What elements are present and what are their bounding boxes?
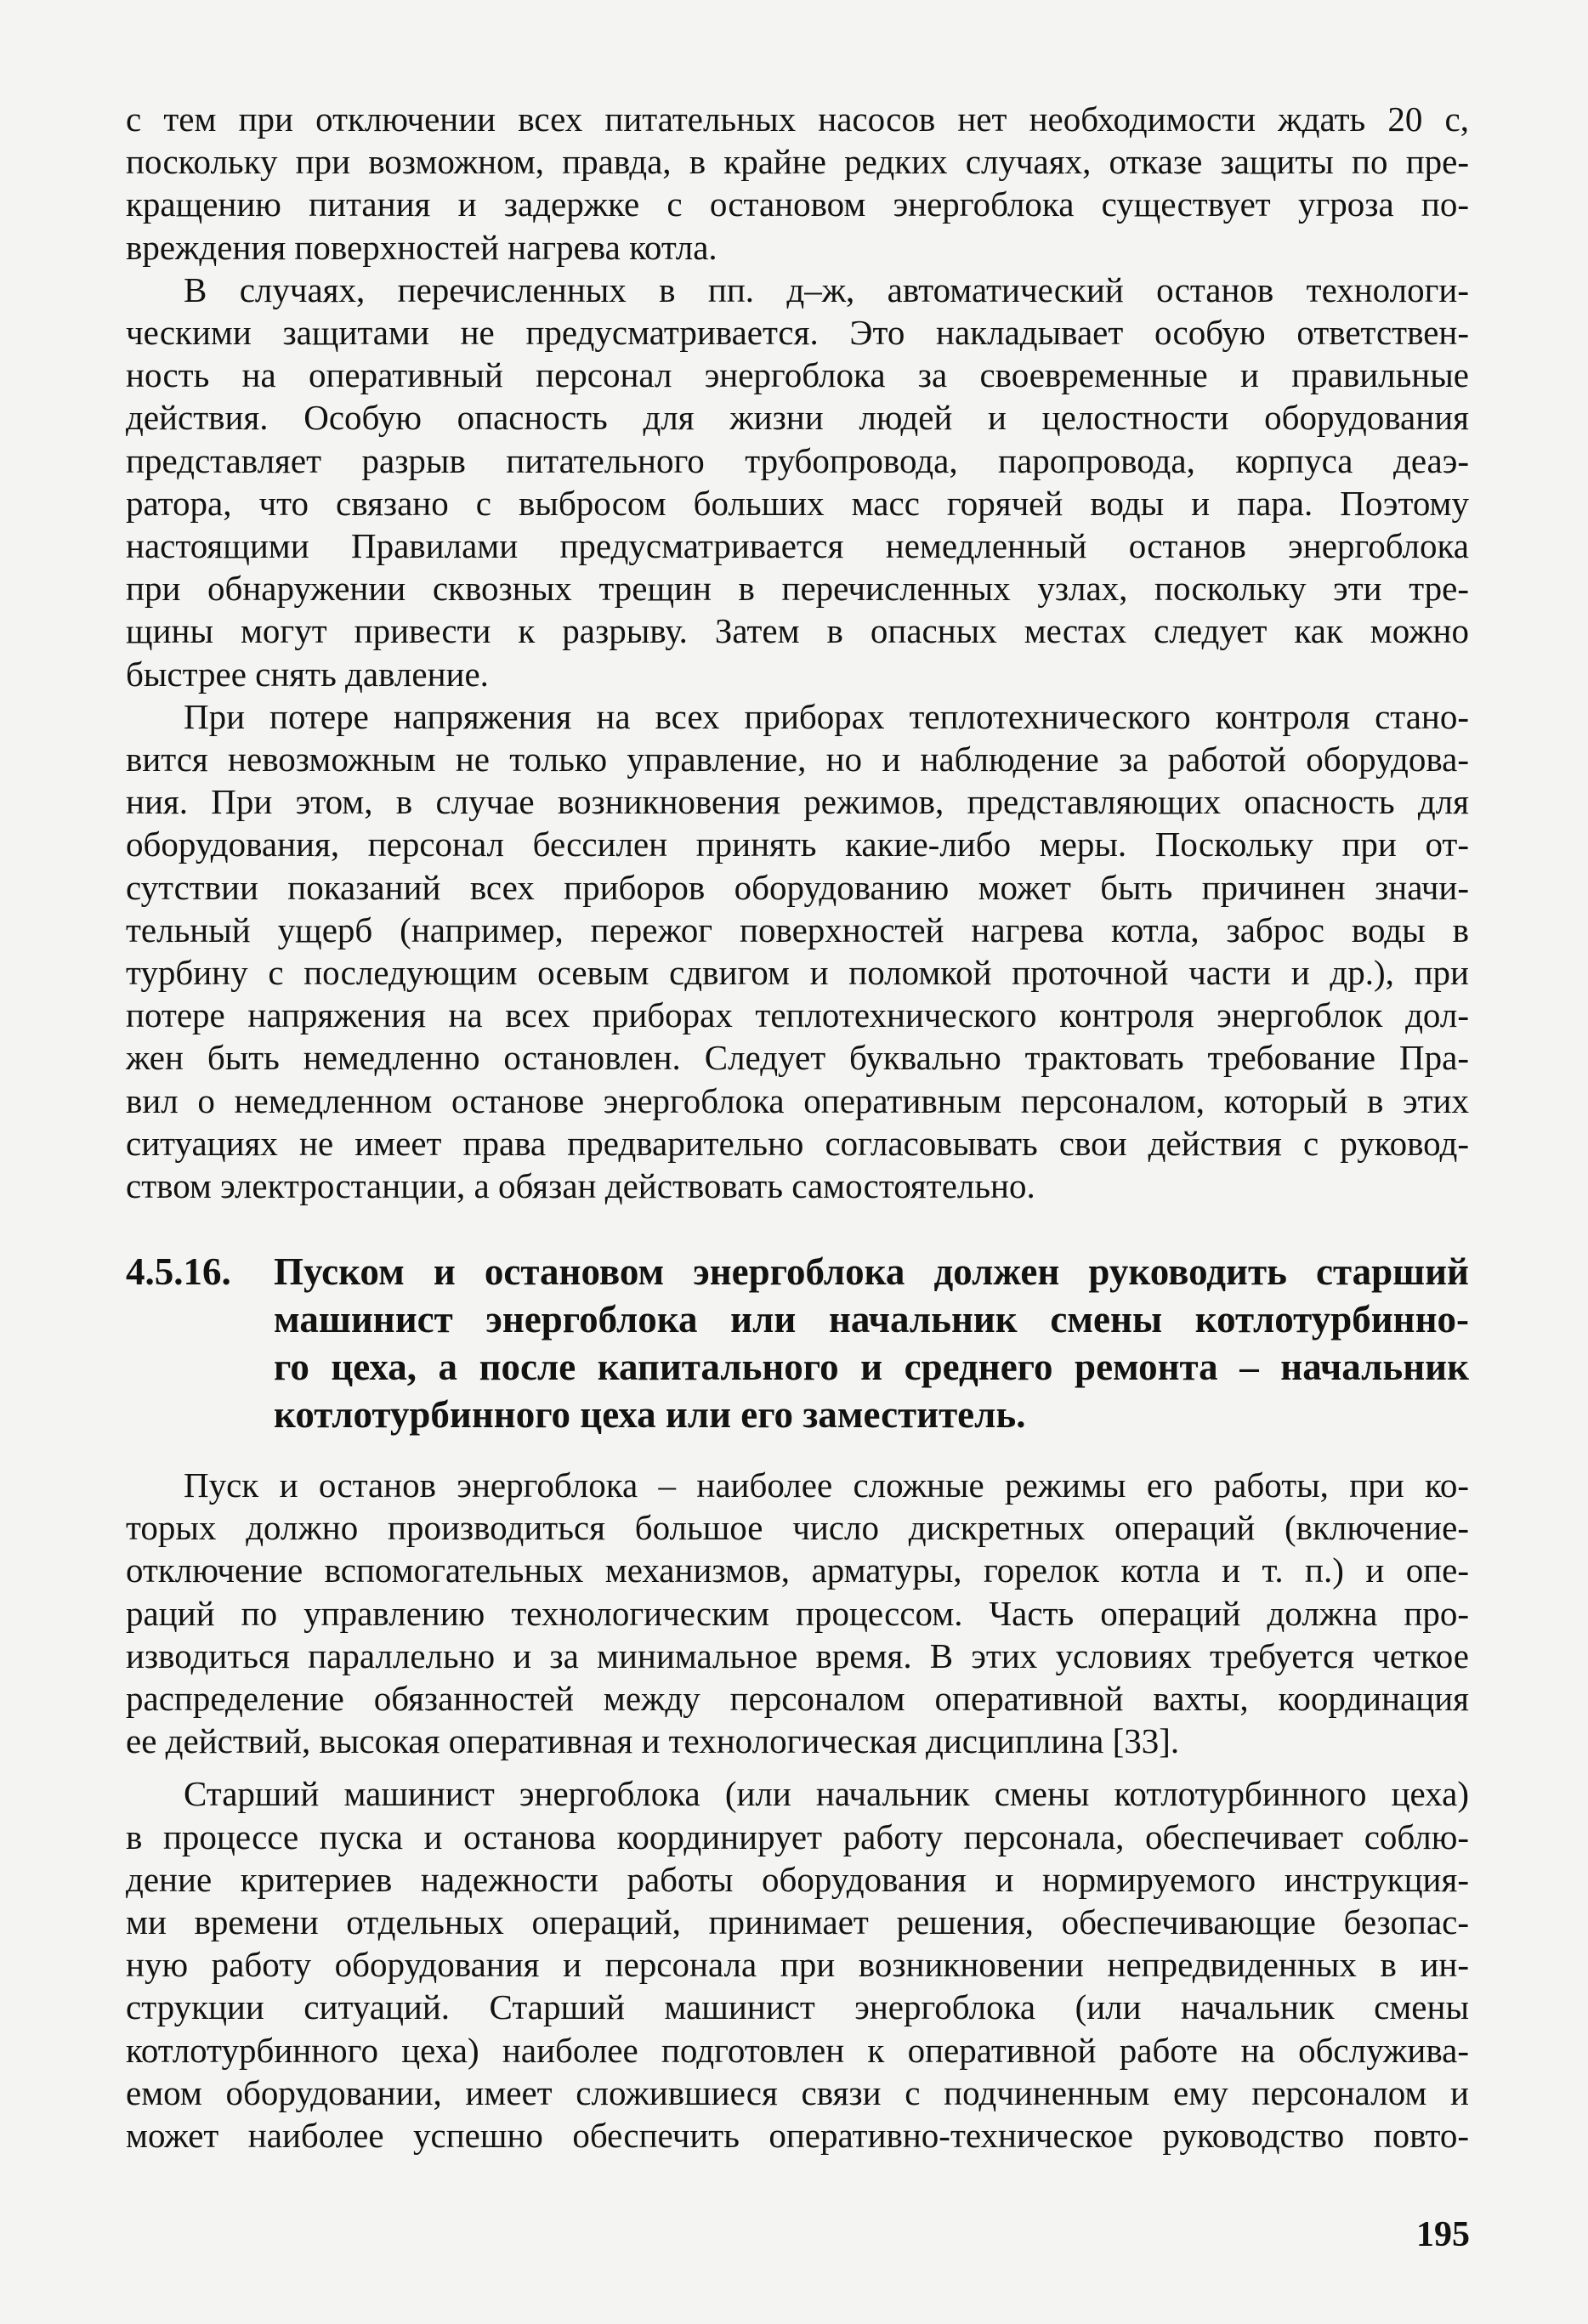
text-line: представляет разрыв питательного трубопровода, паропровода, корпуса деаэ- [126,440,1469,480]
text-line: отключение вспомогательных механизмов, арматуры, горелок котла и т. п.) и опе- [126,1550,1469,1590]
text-line: ми времени отдельных операций, принимает решения, обеспечивающие безопас- [126,1902,1469,1942]
text-line: ее действий, высокая оперативная и технологическая дисциплина [33]. [126,1721,1180,1761]
text-line: турбину с последующим осевым сдвигом и поломкой проточной части и др.), при [126,953,1469,993]
heading-line: котлотурбинного цеха или его заместитель. [274,1393,1026,1436]
text-line: оборудования, персонал бессилен принять какие-либо меры. Поскольку при от- [126,825,1469,864]
text-line: сутствии показаний всех приборов оборудованию может быть причинен значи- [126,867,1469,907]
text-line: ратора, что связано с выбросом больших масс горячей воды и пара. Поэтому [126,483,1469,523]
text-line: щины могут привести к разрыву. Затем в опасных местах следует как можно [126,611,1469,651]
text-line: изводиться параллельно и за минимальное время. В этих условиях требуется четкое [126,1635,1469,1675]
text-line: струкции ситуаций. Старший машинист энергоблока (или начальник смены [126,1987,1469,2027]
heading-line: машинист энергоблока или начальник смены котлотурбинно- [274,1298,1469,1341]
text-line: поскольку при возможном, правда, в крайне редких случаях, отказе защиты по пре- [126,142,1469,182]
text-line: быстрее снять давление. [126,654,489,694]
text-line: тельный ущерб (например, пережог поверхностей нагрева котла, заброс воды в [126,910,1469,949]
text-line: с тем при отключении всех питательных насосов нет необходимости ждать 20 с, [126,99,1469,139]
paragraph-3 [126,695,1469,1207]
text-line: настоящими Правилами предусматривается немедленный останов энергоблока [126,526,1469,566]
text-line: ческими защитами не предусматривается. Это накладывает особую ответствен- [126,313,1469,353]
text-block-bottom [126,1464,1469,2157]
text-line: ситуациях не имеет права предварительно согласовывать свои действия с руковод- [126,1123,1469,1163]
paragraph-1 [126,98,1469,269]
text-line: в процессе пуска и останова координирует работу персонала, обеспечивает соблю- [126,1817,1469,1856]
text-line: распределение обязанностей между персоналом оперативной вахты, координация [126,1679,1469,1719]
text-line: ную работу оборудования и персонала при возникновении непредвиденных в ин- [126,1945,1469,1985]
text-line: При потере напряжения на всех приборах теплотехнического контроля стано- [184,696,1469,736]
text-line: потере напряжения на всех приборах теплотехнического контроля энергоблок дол- [126,995,1469,1035]
section-number: 4.5.16. [126,1250,231,1293]
text-line: жен быть немедленно остановлен. Следует буквально трактовать требование Пра- [126,1038,1469,1078]
text-line: вится невозможным не только управление, но и наблюдение за работой оборудова- [126,740,1469,779]
page-number: 195 [1416,2215,1470,2254]
text-line: дение критериев надежности работы оборудования и нормируемого инструкция- [126,1859,1469,1899]
text-line: Старший машинист энергоблока (или начальник смены котлотурбинного цеха) [184,1774,1469,1814]
text-line: ния. При этом, в случае возникновения режимов, представляющих опасность для [126,782,1469,822]
heading-line: Пуском и остановом энергоблока должен руководить старший [274,1250,1469,1293]
text-line: торых должно производиться большое число дискретных операций (включение- [126,1508,1469,1548]
text-line: вреждения поверхностей нагрева котла. [126,227,717,267]
text-line: котлотурбинного цеха) наиболее подготовлен к оперативной работе на обслужива- [126,2030,1469,2070]
text-line: раций по управлению технологическим процессом. Часть операций должна про- [126,1593,1469,1633]
paragraph-2 [126,269,1469,695]
text-line: действия. Особую опасность для жизни людей и целостности оборудования [126,398,1469,438]
text-block-top [126,98,1469,1207]
text-line: может наиболее успешно обеспечить оперативно-техническое руководство повто- [126,2116,1469,2156]
text-line: кращению питания и задержке с остановом энергоблока существует угроза по- [126,184,1469,224]
text-line: ством электростанции, а обязан действовать самостоятельно. [126,1166,1035,1206]
paragraph-5 [126,1772,1469,2157]
heading-line: го цеха, а после капитального и среднего ремонта – начальник [274,1346,1469,1388]
text-line: при обнаружении сквозных трещин в перечисленных узлах, поскольку эти тре- [126,569,1469,609]
text-line: емом оборудовании, имеет сложившиеся связи с подчиненным ему персоналом и [126,2072,1469,2112]
section-title [274,1248,1469,1438]
text-line: вил о немедленном останове энергоблока оперативным персоналом, который в этих [126,1080,1469,1120]
text-line: В случаях, перечисленных в пп. д–ж, автоматический останов технологи- [184,269,1469,309]
text-line: Пуск и останов энергоблока – наиболее сложные режимы его работы, при ко- [184,1465,1469,1505]
text-line: ность на оперативный персонал энергоблока за своевременные и правильные [126,355,1469,395]
paragraph-4 [126,1464,1469,1762]
section-heading [126,1248,1469,1438]
